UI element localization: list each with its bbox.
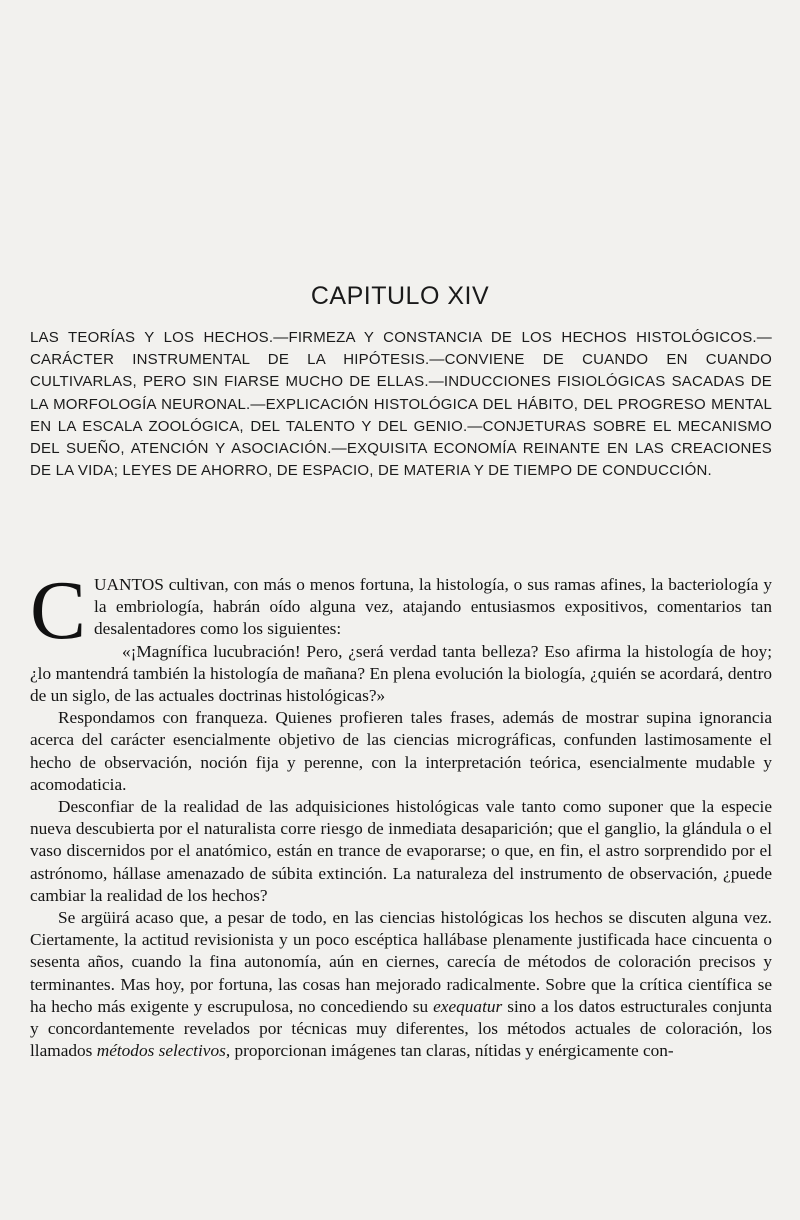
paragraph-4: Desconfiar de la realidad de las adquisiciones histológicas vale tanto como suponer que la especie nueva descubierta por el naturalista corre riesgo de inmediata desaparición; que el ganglio, la glándula o el vaso discernidos por el anatómico, están en trance de evaporarse; o que, en fin, el astro sorprendido por el astrónomo, hállase amenazado de súbita extinción. La naturaleza del instrumento de observación, ¿puede cambiar la realidad de los hechos? [30,797,772,905]
paragraph-5-text-c: , proporcionan imágenes tan claras, nítidas y enérgicamente con- [225,1041,674,1061]
paragraph-5 [30,907,772,1062]
chapter-summary: LAS TEORÍAS Y LOS HECHOS.—FIRMEZA Y CONSTANCIA DE LOS HECHOS HISTOLÓGICOS.—CARÁCTER INSTRUMENTAL DE LA HIPÓTESIS.—CONVIENE DE CUANDO EN CUANDO CULTIVARLAS, PERO SIN FIARSE MUCHO DE ELLAS.—INDUCCIONES FISIOLÓGICAS SACADAS DE LA MORFOLOGÍA NEURONAL.—EXPLICACIÓN HISTOLÓGICA DEL HÁBITO, DEL PROGRESO MENTAL EN LA ESCALA ZOOLÓGICA, DEL TALENTO Y DEL GENIO.—CONJETURAS SOBRE EL MECANISMO DEL SUEÑO, ATENCIÓN Y ASOCIACIÓN.—EXQUISITA ECONOMÍA REINANTE EN LAS CREACIONES DE LA VIDA; LEYES DE AHORRO, DE ESPACIO, DE MATERIA Y DE TIEMPO DE CONDUCCIÓN. [30,329,772,480]
italic-term-exequatur: exequatur [433,996,503,1016]
paragraph-5-text-b: sino a los datos estructurales conjunta y concordantemente revelados por técnicas muy diferentes, los métodos actuales de coloración, los llamados [30,996,772,1061]
drop-cap: C [30,564,87,657]
chapter-title: CAPITULO XIV [310,282,490,310]
italic-term-metodos-selectivos: métodos selectivos [96,1041,226,1061]
paragraph-2: «¡Magnífica lucubración! Pero, ¿será verdad tanta belleza? Eso afirma la histología de hoy; ¿lo mantendrá también la histología de mañana? En plena evolución la biología, ¿quién se acordará, dentro de un siglo, de las actuales doctrinas histológicas?» [30,641,772,706]
paragraph-3: Respondamos con franqueza. Quienes profieren tales frases, además de mostrar supina ignorancia acerca del carácter esencialmente objetivo de las ciencias micrográficas, confunden lastimosamente el hecho de observación, noción fija y perenne, con la interpretación teórica, esencialmente mudable y acomodaticia. [30,708,772,794]
paragraph-1 [30,564,772,657]
paragraph-5-text-a: Se argüirá acaso que, a pesar de todo, en las ciencias histológicas los hechos se discuten alguna vez. Ciertamente, la actitud revisionista y un poco escéptica hallábase plenamente justificada hace cincuenta o sesenta años, cuando la fina autonomía, aún en ciernes, carecía de métodos de coloración precisos y terminantes. Mas hoy, por fortuna, las cosas han mejorado radicalmente. Sobre que la crítica científica se ha hecho más exigente y escrupulosa, no concediendo su [30,908,772,1016]
chapter-body [30,564,772,1062]
drop-cap-continuation: UANTOS [94,575,164,594]
paragraph-1-text: cultivan, con más o menos fortuna, la histología, o sus ramas afines, la bacteriología y la embriología, habrán oído alguna vez, atajando entusiasmos expositivos, comentarios tan desalentadores como los siguientes: [94,575,772,639]
